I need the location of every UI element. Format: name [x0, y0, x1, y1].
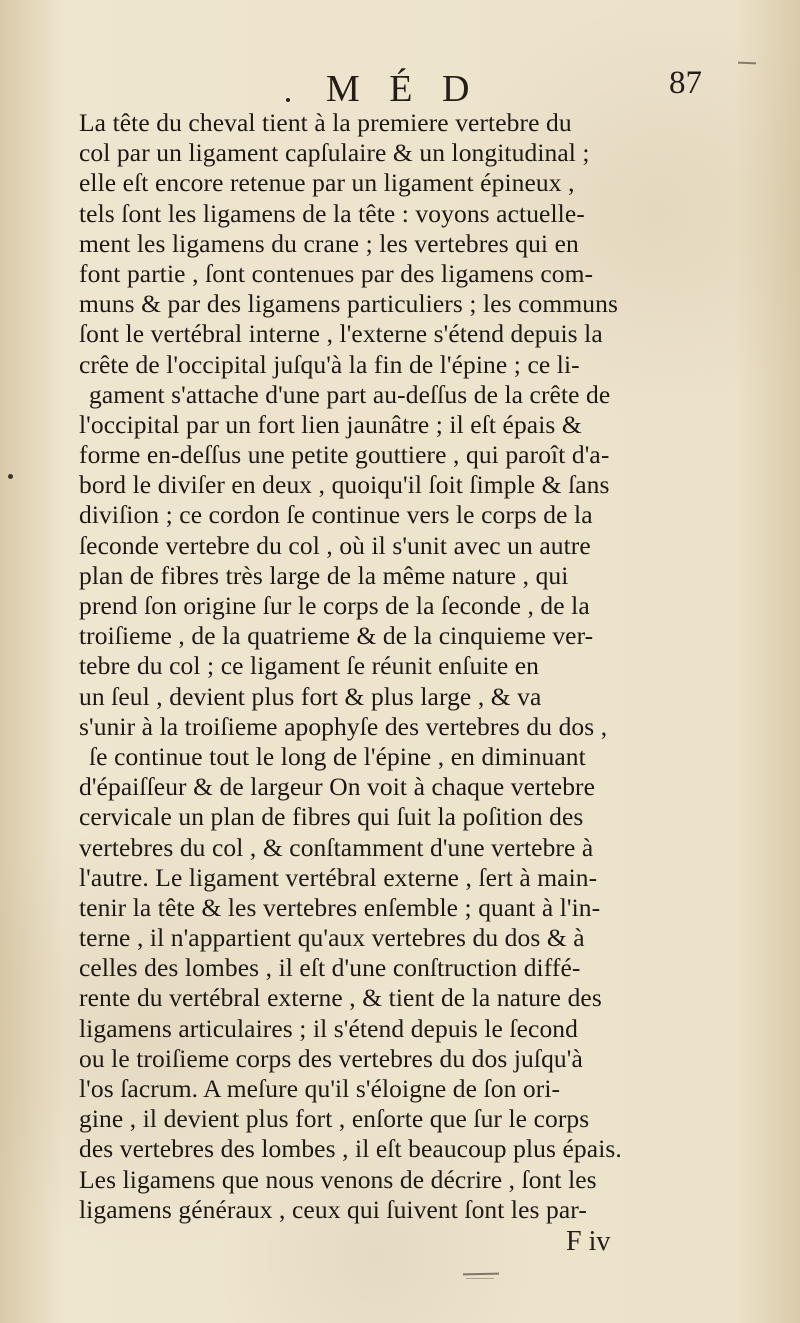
text-line-29: celles des lombes , il eſt d'une conſtruction diffé- [79, 953, 581, 983]
text-line-18: troiſieme , de la quatrieme & de la cinquieme ver- [79, 621, 594, 651]
text-line-9: crête de l'occipital juſqu'à la fin de l'épine ; ce li- [79, 349, 580, 379]
text-line-37: ligamens généraux , ceux qui ſuivent ſont les par- [79, 1194, 587, 1224]
text-line-13: bord le diviſer en deux , quoiqu'il ſoit ſimple & ſans [79, 470, 610, 500]
text-line-17: prend ſon origine ſur le corps de la ſeconde , de la [79, 591, 590, 620]
text-line-24: cervicale un plan de fibres qui ſuit la poſition des [79, 802, 584, 832]
text-line-36: Les ligamens que nous venons de décrire , ſont les [79, 1164, 597, 1194]
text-line-14: diviſion ; ce cordon ſe continue vers le corps de la [79, 500, 593, 530]
running-head: M É D [326, 68, 480, 110]
text-line-28: terne , il n'appartient qu'aux vertebres du dos & à [79, 923, 585, 953]
text-line-10: gament s'attache d'une part au-deſſus de la crête de [89, 379, 611, 409]
text-line-2: col par un ligament capſulaire & un longitudinal ; [79, 138, 590, 168]
signature-mark: F iv [566, 1226, 611, 1257]
text-line-31: ligamens articulaires ; il s'étend depuis le ſecond [79, 1013, 579, 1043]
text-line-22: ſe continue tout le long de l'épine , en diminuant [89, 741, 586, 771]
text-line-1: La tête du cheval tient à la premiere vertebre du [79, 108, 572, 137]
text-line-34: gine , il devient plus fort , enſorte que ſur le corps [79, 1104, 590, 1134]
text-line-32: ou le troiſieme corps des vertebres du dos juſqu'à [79, 1043, 583, 1073]
text-line-23: d'épaiſſeur & de largeur On voit à chaque vertebre [79, 772, 596, 802]
margin-bullet [8, 474, 13, 479]
stray-mark-secondary [466, 1278, 494, 1279]
text-line-33: l'os ſacrum. A meſure qu'il s'éloigne de ſon ori- [79, 1074, 561, 1103]
text-line-20: un ſeul , devient plus fort & plus large , & va [79, 681, 542, 711]
page-number: 87 [669, 65, 702, 101]
text-line-21: s'unir à la troiſieme apophyſe des vertebres du dos , [79, 711, 608, 741]
body-text [79, 108, 731, 1225]
text-line-7: muns & par des ligamens particuliers ; les communs [79, 289, 618, 319]
text-line-11: l'occipital par un fort lien jaunâtre ; il eſt épais & [79, 409, 582, 439]
stray-mark [463, 1273, 499, 1276]
text-line-25: vertebres du col , & conſtamment d'une vertebre à [79, 832, 594, 862]
text-line-35: des vertebres des lombes , il eſt beaucoup plus épais. [79, 1134, 622, 1164]
corner-mark [738, 62, 756, 65]
text-line-27: tenir la tête & les vertebres enſemble ; quant à l'in- [79, 892, 601, 922]
text-line-15: ſeconde vertebre du col , où il s'unit avec un autre [79, 530, 591, 560]
text-line-30: rente du vertébral externe , & tient de la nature des [79, 983, 602, 1013]
text-line-8: ſont le vertébral interne , l'externe s'étend depuis la [79, 319, 603, 349]
header-dot [286, 98, 290, 102]
text-line-6: font partie , ſont contenues par des ligamens com- [79, 258, 594, 288]
text-line-19: tebre du col ; ce ligament ſe réunit enſuite en [79, 651, 539, 681]
text-line-3: elle eſt encore retenue par un ligament épineux , [79, 168, 575, 198]
text-line-12: forme en-deſſus une petite gouttiere , qui paroît d'a- [79, 440, 610, 470]
text-line-4: tels ſont les ligamens de la tête : voyons actuelle- [79, 198, 585, 228]
text-line-26: l'autre. Le ligament vertébral externe , ſert à main- [79, 862, 598, 892]
text-line-16: plan de fibres très large de la même nature , qui [79, 560, 569, 590]
text-line-5: ment les ligamens du crane ; les vertebres qui en [79, 228, 579, 258]
